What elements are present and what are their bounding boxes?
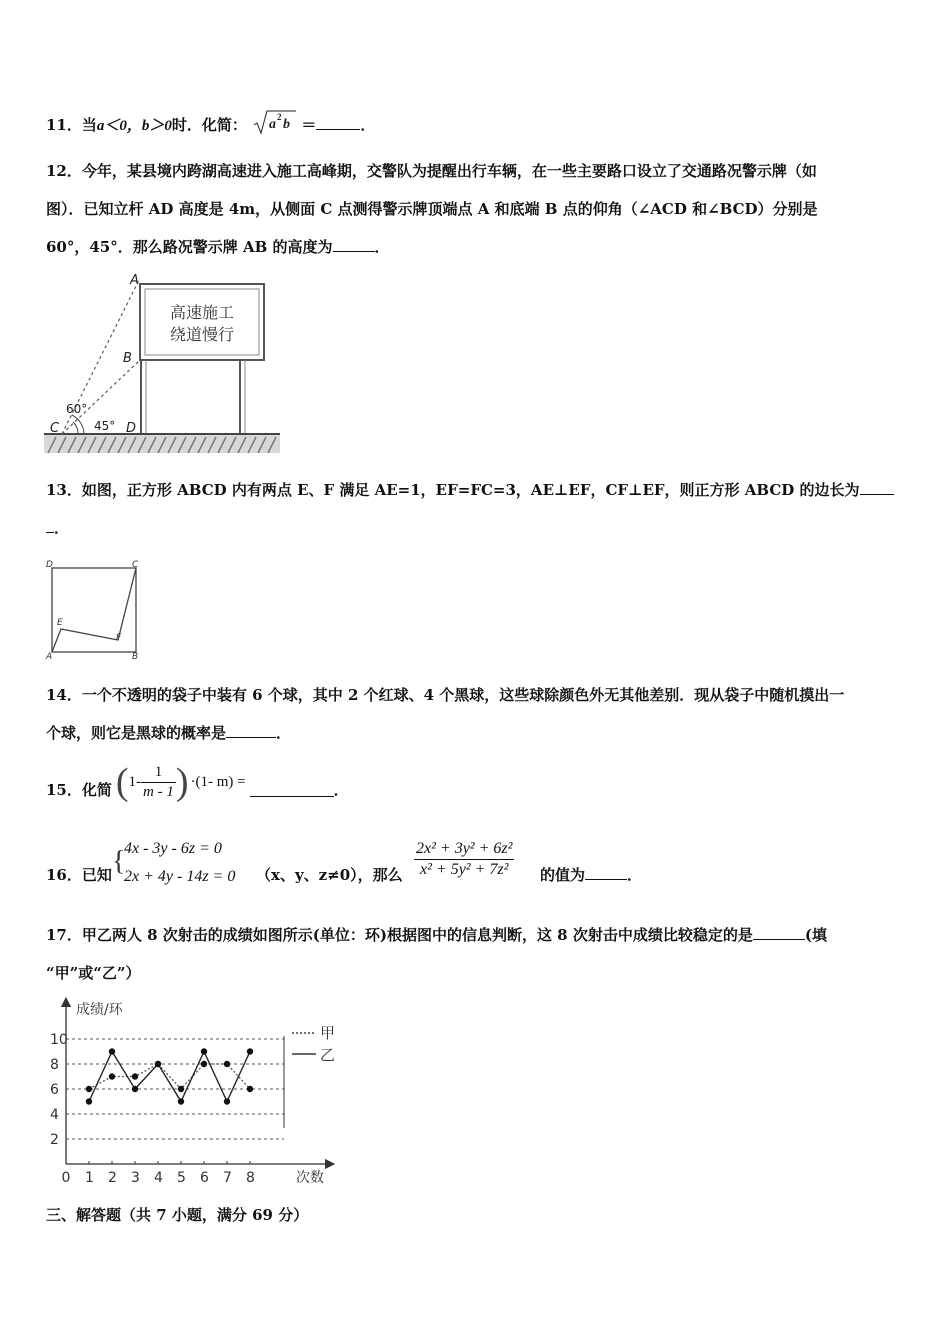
- q15-right-paren: ): [175, 761, 189, 803]
- label-b: B: [132, 652, 139, 662]
- label-a: A: [46, 652, 53, 662]
- label-d: D: [126, 421, 137, 436]
- x-tick-label: 5: [177, 1170, 186, 1186]
- q15-left-paren: (: [115, 761, 129, 803]
- q17-line-1: [46, 924, 827, 945]
- svg-text:2: 2: [277, 112, 282, 122]
- q13-end: ．: [54, 519, 70, 537]
- y-tick-label: 10: [50, 1032, 68, 1048]
- point-yi-6: [201, 1048, 207, 1054]
- point-yi-2: [109, 1048, 115, 1054]
- q15-label: 15．化简: [46, 780, 112, 799]
- q16-brace: {: [112, 846, 126, 877]
- q14-line-1: 14．一个不透明的袋子中装有 6 个球，其中 2 个红球、4 个黑球，这些球除颜色外无其他差别．现从袋子中随机摸出一: [46, 686, 845, 704]
- point-jia-3: [132, 1073, 138, 1079]
- q16-condition: （x、y、z≠0），那么: [256, 866, 403, 884]
- question-15: [46, 760, 349, 804]
- label-a: A: [130, 273, 139, 288]
- y-tick-label: 4: [50, 1107, 59, 1123]
- point-jia-6: [201, 1061, 207, 1067]
- q14-end: ．: [276, 724, 292, 742]
- q17-answer-blank[interactable]: [753, 925, 805, 940]
- label-f: F: [116, 633, 122, 643]
- x-tick-label: 0: [61, 1170, 71, 1186]
- q14-line-2: [46, 722, 291, 743]
- path-aefc: [52, 568, 136, 652]
- point-yi-5: [178, 1098, 184, 1104]
- q17-line-1-text: 17．甲乙两人 8 次射击的成绩如图所示(单位：环)根据图中的信息判断，这 8 次射击中成绩比较稳定的是: [46, 926, 753, 944]
- q16-eq-2: 2x + 4y - 14z = 0: [124, 868, 236, 885]
- x-tick-label: 4: [154, 1170, 163, 1186]
- q13-answer-blank-part1[interactable]: [860, 480, 894, 495]
- square-abcd: [52, 568, 136, 652]
- q11-answer-blank[interactable]: [316, 115, 360, 130]
- q11-radical-expression: [252, 112, 296, 137]
- chart-ticks: [50, 1032, 255, 1186]
- q16-label: 16．已知: [46, 866, 112, 884]
- q15-end: ．: [333, 780, 349, 799]
- q13-line-2: [46, 517, 69, 538]
- radical-sign-icon: [252, 109, 296, 135]
- q12-line-3-text: 60°，45°．那么路况警示牌 AB 的高度为: [46, 238, 333, 256]
- q16-tail: [540, 864, 642, 885]
- q17-line-1-end: (填: [804, 926, 827, 944]
- point-jia-2: [109, 1073, 115, 1079]
- y-tick-label: 6: [50, 1082, 59, 1098]
- x-axis-label: 次数: [296, 1170, 324, 1186]
- q11-end: ．: [360, 116, 376, 134]
- svg-text:b: b: [283, 117, 291, 132]
- x-tick-label: 8: [246, 1170, 255, 1186]
- q16-frac-num: 2x² + 3y² + 6z²: [414, 840, 514, 860]
- point-yi-8: [247, 1048, 253, 1054]
- section-3-title: 三、解答题（共 7 小题，满分 69 分）: [46, 1206, 309, 1224]
- sign-text-1: 高速施工: [169, 303, 235, 322]
- point-yi-3: [132, 1086, 138, 1092]
- question-11: [46, 114, 375, 137]
- q15-frac-num: 1: [141, 764, 176, 783]
- q15-frac-den: m - 1: [143, 783, 174, 800]
- q16-eq-1: 4x - 3y - 6z = 0: [124, 840, 222, 857]
- q15-one-minus: 1-: [128, 773, 142, 790]
- x-tick-label: 7: [223, 1170, 232, 1186]
- q13-line-1-text: 13．如图，正方形 ABCD 内有两点 E、F 满足 AE=1，EF=FC=3，AE⊥EF，CF⊥EF，则正方形 ABCD 的边长为: [46, 481, 860, 499]
- y-tick-label: 2: [50, 1132, 59, 1148]
- q11-equals: ＝: [301, 116, 317, 134]
- q15-answer-blank[interactable]: [250, 782, 334, 797]
- q15-fraction: [141, 764, 176, 801]
- x-tick-label: 6: [200, 1170, 209, 1186]
- q17-line-2: “甲”或“乙”）: [46, 964, 141, 982]
- point-yi-1: [86, 1098, 92, 1104]
- q12-line-2: 图）．已知立杆 AD 高度是 4m，从侧面 C 点测得警示牌顶端点 A 和底端 B 点的仰角（∠ACD 和∠BCD）分别是: [46, 200, 818, 218]
- q16-tail-text: 的值为: [540, 866, 586, 884]
- point-jia-1: [86, 1086, 92, 1092]
- q12-line-3: [46, 236, 390, 257]
- q11-condition: a＜0，b＞0: [96, 118, 172, 134]
- q12-sign-figure: [44, 272, 280, 458]
- chart-series: [86, 1048, 253, 1104]
- q15-rest: ·(1- m) =: [190, 773, 246, 790]
- sign-text-2: 绕道慢行: [169, 325, 235, 344]
- q12-answer-blank[interactable]: [333, 237, 375, 252]
- chart-legend: [292, 1024, 335, 1064]
- point-jia-7: [224, 1061, 230, 1067]
- q12-end: ．: [374, 238, 390, 256]
- q16-fraction: [414, 840, 514, 879]
- label-c: C: [50, 421, 60, 436]
- q16-answer-blank[interactable]: [585, 865, 627, 880]
- q11-text-b: 时．化简：: [171, 116, 247, 134]
- q13-answer-blank-part2[interactable]: [46, 518, 54, 533]
- legend-label-yi: 乙: [320, 1046, 336, 1064]
- x-tick-label: 2: [108, 1170, 117, 1186]
- q12-line-1: 12．今年，某县境内跨湖高速进入施工高峰期，交警队为提醒出行车辆，在一些主要路口设立了交通路况警示牌（如: [46, 162, 817, 180]
- y-tick-label: 8: [50, 1057, 59, 1073]
- label-d: D: [46, 560, 53, 570]
- q13-line-1: [46, 479, 894, 500]
- legend-label-jia: 甲: [320, 1024, 336, 1042]
- q14-line-2-text: 个球，则它是黑球的概率是: [46, 724, 227, 742]
- ground-hatching: [44, 435, 280, 453]
- q13-square-figure: [44, 558, 148, 662]
- point-jia-8: [247, 1086, 253, 1092]
- svg-text:a: a: [269, 117, 277, 132]
- q17-score-chart: [44, 994, 354, 1190]
- label-c: C: [132, 560, 139, 570]
- sign-board: [140, 284, 264, 360]
- q11-text-a: 当: [81, 116, 97, 134]
- label-angle-60: 60°: [66, 402, 88, 416]
- x-tick-label: 1: [85, 1170, 94, 1186]
- y-axis-label: 成绩/环: [76, 1002, 123, 1018]
- q16-frac-den: x² + 5y² + 7z²: [420, 861, 509, 878]
- q16-end: ．: [627, 866, 643, 884]
- q14-answer-blank[interactable]: [226, 723, 276, 738]
- x-tick-label: 3: [131, 1170, 140, 1186]
- q11-number: 11．: [46, 116, 82, 134]
- point-yi-7: [224, 1098, 230, 1104]
- label-angle-45: 45°: [94, 419, 116, 433]
- point-jia-5: [178, 1086, 184, 1092]
- label-e: E: [57, 618, 63, 628]
- label-b: B: [123, 351, 132, 366]
- point-yi-4: [155, 1061, 161, 1067]
